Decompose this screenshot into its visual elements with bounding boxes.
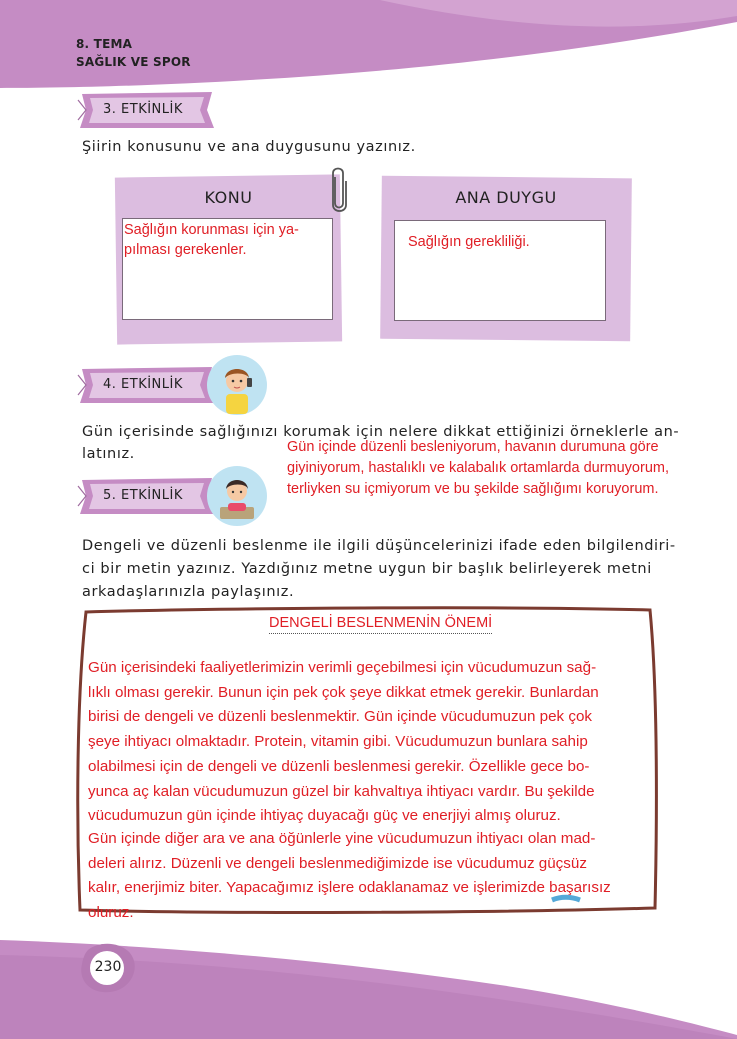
essay-line: kalır, enerjimiz biter. Yapacağımız işlere odaklanamaz ve işlerimizde başarısız — [88, 879, 611, 897]
activity-5-instruction-line-1: Dengeli ve düzenli beslenme ile ilgili düşüncelerinizi ifade eden bilgilendiri- — [82, 538, 676, 554]
duygu-answer: Sağlığın gerekliliği. — [408, 234, 530, 250]
konu-answer-line: Sağlığın korunması için ya- — [124, 222, 299, 238]
activity-4-answer-line: Gün içinde düzenli besleniyorum, havanın durumuna göre — [287, 439, 659, 455]
essay-line: Gün içerisindeki faaliyetlerimizin verimli geçebilmesi için vücudumuzun sağ- — [88, 659, 597, 676]
essay-line: lıklı olması gerekir. Bunun için pek çok şeye dikkat etmek gerekir. Bunlardan — [88, 683, 599, 701]
essay-line: deleri alırız. Düzenli ve dengeli beslenmediğimizde ise vücudumuz güçsüz — [88, 854, 587, 872]
activity-5-label: 5. ETKİNLİK — [103, 488, 183, 503]
activity-5-instruction-line-3: arkadaşlarınızla paylaşınız. — [82, 584, 295, 600]
activity-4-instruction-line-1: Gün içerisinde sağlığınızı korumak için nelere dikkat ettiğinizi örneklerle an- — [82, 424, 680, 440]
essay-line: oluruz. — [88, 904, 134, 922]
boy-phone-illustration — [206, 354, 268, 416]
duygu-title: ANA DUYGU — [455, 188, 557, 207]
essay-line: olabilmesi için de dengeli ve düzenli beslenmesi gerekir. Özellikle gece bo- — [88, 757, 590, 775]
activity-4-answer-line: terliyken su içmiyorum ve bu şekilde sağlığımı koruyorum. — [287, 481, 659, 497]
activity-4-answer — [287, 437, 669, 500]
essay-line: vücudumuzun gün içinde ihtiyaç duyacağı güç ve enerjiyi almış oluruz. — [88, 807, 561, 825]
girl-writing-illustration — [206, 465, 268, 527]
activity-3-label: 3. ETKİNLİK — [103, 102, 183, 117]
theme-title: SAĞLIK VE SPOR — [76, 55, 191, 69]
essay-line: şeye ihtiyacı olmaktadır. Protein, vitamin gibi. Vücudumuzun bunlara sahip — [88, 733, 588, 751]
activity-4-label: 4. ETKİNLİK — [103, 377, 183, 392]
page-number: 230 — [94, 959, 122, 975]
konu-title: KONU — [204, 188, 253, 207]
activity-5-instruction-line-2: ci bir metin yazınız. Yazdığınız metne uygun bir başlık belirleyerek metni — [82, 561, 652, 577]
activity-4-answer-line: giyiniyorum, hastalıklı ve kalabalık ortamlarda durmuyorum, — [287, 460, 669, 476]
essay-paragraph-1 — [88, 656, 599, 829]
essay-line: Gün içinde diğer ara ve ana öğünlerle yine vücudumuzun ihtiyacı olan mad- — [88, 830, 596, 847]
theme-number: 8. TEMA — [76, 37, 133, 51]
activity-3-instruction: Şiirin konusunu ve ana duygusunu yazınız. — [82, 139, 416, 155]
konu-answer — [124, 220, 299, 260]
activity-4-instruction-line-2: latınız. — [82, 446, 135, 462]
essay-line: birisi de dengeli ve düzenli beslenmektir. Gün içinde vücudumuzun pek çok — [88, 708, 593, 726]
paperclip-icon — [326, 165, 352, 215]
konu-answer-line: pılması gerekenler. — [124, 242, 247, 258]
essay-title: DENGELİ BESLENMENİN ÖNEMİ — [269, 615, 492, 634]
essay-line: yunca aç kalan vücudumuzun güzel bir kahvaltıya ihtiyacı vardır. Bu şekilde — [88, 782, 595, 800]
